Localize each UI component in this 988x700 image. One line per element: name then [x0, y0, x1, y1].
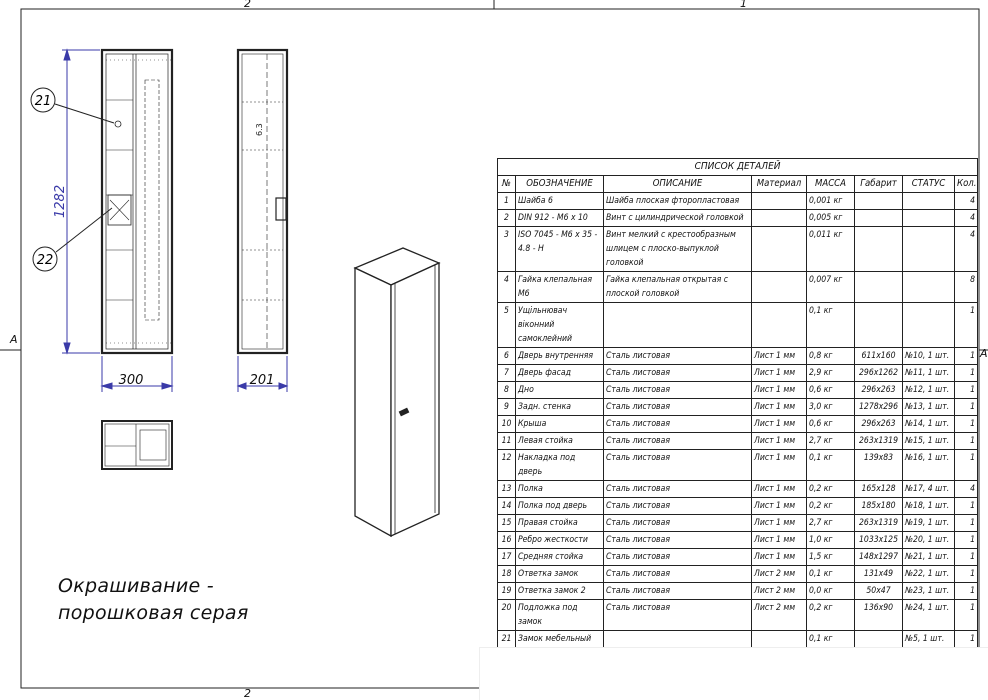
table-row [498, 365, 978, 382]
cell-material: Лист 1 мм [752, 549, 807, 566]
painting-note [58, 573, 249, 627]
cell-description [604, 631, 752, 648]
cell-number: 8 [498, 382, 516, 399]
cell-status: №15, 1 шт. [903, 433, 955, 450]
side-mark-label: 6.3 [255, 123, 264, 136]
cell-number: 11 [498, 433, 516, 450]
cell-material: Лист 2 мм [752, 583, 807, 600]
cell-size: 296x263 [855, 382, 903, 399]
cell-designation: Полка под дверь [516, 498, 604, 515]
cell-quantity: 1 [955, 631, 978, 648]
cell-quantity: 1 [955, 348, 978, 365]
header-mass: МАССА [807, 176, 855, 193]
cell-number: 3 [498, 227, 516, 272]
cell-mass: 0,1 кг [807, 303, 855, 348]
cell-mass: 3,0 кг [807, 399, 855, 416]
cell-status: №11, 1 шт. [903, 365, 955, 382]
cell-size: 296x263 [855, 416, 903, 433]
cell-designation: Дверь внутренняя [516, 348, 604, 365]
cell-designation: Дверь фасад [516, 365, 604, 382]
header-description: ОПИСАНИЕ [604, 176, 752, 193]
cell-size [855, 227, 903, 272]
cell-status: №16, 1 шт. [903, 450, 955, 481]
cell-number: 9 [498, 399, 516, 416]
blank-overlay [480, 648, 988, 700]
cell-description: Винт с цилиндрической головкой [604, 210, 752, 227]
table-row [498, 600, 978, 631]
cell-description: Сталь листовая [604, 532, 752, 549]
cell-status: №17, 4 шт. [903, 481, 955, 498]
cell-size: 263x1319 [855, 433, 903, 450]
cell-mass: 0,1 кг [807, 566, 855, 583]
cell-size: 296x1262 [855, 365, 903, 382]
cell-number: 1 [498, 193, 516, 210]
cell-quantity: 1 [955, 433, 978, 450]
zone-label-bottom: 2 [244, 687, 251, 700]
cell-status [903, 193, 955, 210]
cell-quantity: 1 [955, 498, 978, 515]
cell-designation: Средняя стойка [516, 549, 604, 566]
cell-description: Сталь листовая [604, 348, 752, 365]
cell-quantity: 4 [955, 193, 978, 210]
cell-description: Сталь листовая [604, 515, 752, 532]
cell-number: 10 [498, 416, 516, 433]
cell-mass: 0,8 кг [807, 348, 855, 365]
table-row [498, 303, 978, 348]
cell-quantity: 8 [955, 272, 978, 303]
header-number: № [498, 176, 516, 193]
cell-number: 18 [498, 566, 516, 583]
cell-description: Гайка клепальная открытая с плоской головкой [604, 272, 752, 303]
cell-quantity: 1 [955, 416, 978, 433]
cell-description: Сталь листовая [604, 583, 752, 600]
painting-note-line2: порошковая серая [58, 602, 249, 624]
cell-description: Винт мелкий с крестообразным шлицем с плоско-выпуклой головкой [604, 227, 752, 272]
cell-number: 15 [498, 515, 516, 532]
table-row [498, 416, 978, 433]
cell-status: №18, 1 шт. [903, 498, 955, 515]
cell-size [855, 272, 903, 303]
cell-quantity: 1 [955, 515, 978, 532]
table-row [498, 382, 978, 399]
cell-material: Лист 1 мм [752, 481, 807, 498]
cell-material: Лист 2 мм [752, 566, 807, 583]
cell-quantity: 1 [955, 549, 978, 566]
table-row [498, 583, 978, 600]
dim-depth-label: 201 [249, 373, 275, 388]
cell-quantity: 4 [955, 210, 978, 227]
cell-material: Лист 1 мм [752, 399, 807, 416]
cell-number: 4 [498, 272, 516, 303]
cell-mass: 0,1 кг [807, 450, 855, 481]
callout-21-label: 21 [34, 94, 52, 109]
cell-mass: 0,007 кг [807, 272, 855, 303]
cell-number: 6 [498, 348, 516, 365]
cell-status: №21, 1 шт. [903, 549, 955, 566]
cell-status: №22, 1 шт. [903, 566, 955, 583]
table-row [498, 481, 978, 498]
table-row [498, 631, 978, 648]
cell-mass: 0,001 кг [807, 193, 855, 210]
cell-mass: 0,2 кг [807, 481, 855, 498]
cell-status: №23, 1 шт. [903, 583, 955, 600]
header-designation: ОБОЗНАЧЕНИЕ [516, 176, 604, 193]
zone-label-left: A [10, 333, 18, 346]
cell-size: 136x90 [855, 600, 903, 631]
cell-quantity: 4 [955, 227, 978, 272]
table-row [498, 566, 978, 583]
cell-designation: Левая стойка [516, 433, 604, 450]
front-view [102, 50, 172, 353]
cell-mass: 0,1 кг [807, 631, 855, 648]
cell-quantity: 1 [955, 450, 978, 481]
parts-list-body [498, 193, 978, 693]
cell-size: 50x47 [855, 583, 903, 600]
cell-description: Сталь листовая [604, 566, 752, 583]
cell-designation: Накладка под дверь [516, 450, 604, 481]
cell-quantity: 1 [955, 399, 978, 416]
cell-designation: Гайка клепальная M6 [516, 272, 604, 303]
cell-status: №12, 1 шт. [903, 382, 955, 399]
cell-material: Лист 2 мм [752, 600, 807, 631]
parts-list-header-row [498, 176, 978, 193]
header-size: Габарит [855, 176, 903, 193]
cell-designation: Ответка замок 2 [516, 583, 604, 600]
cell-status: №13, 1 шт. [903, 399, 955, 416]
dim-width-label: 300 [118, 373, 144, 388]
cell-status [903, 303, 955, 348]
cell-mass: 2,9 кг [807, 365, 855, 382]
cell-mass: 2,7 кг [807, 515, 855, 532]
cell-mass: 1,0 кг [807, 532, 855, 549]
table-row [498, 193, 978, 210]
cell-description: Сталь листовая [604, 365, 752, 382]
top-view [102, 421, 172, 469]
cell-status: №20, 1 шт. [903, 532, 955, 549]
cell-status [903, 210, 955, 227]
cell-number: 14 [498, 498, 516, 515]
table-row [498, 532, 978, 549]
cell-number: 12 [498, 450, 516, 481]
cell-quantity: 1 [955, 532, 978, 549]
cell-material: Лист 1 мм [752, 416, 807, 433]
cell-size: 263x1319 [855, 515, 903, 532]
cell-material [752, 210, 807, 227]
cell-material [752, 227, 807, 272]
cell-status: №5, 1 шт. [903, 631, 955, 648]
table-row [498, 210, 978, 227]
cell-size [855, 193, 903, 210]
cell-number: 17 [498, 549, 516, 566]
cell-designation: ISO 7045 - M6 x 35 - 4.8 - H [516, 227, 604, 272]
cell-description: Сталь листовая [604, 433, 752, 450]
cell-size: 139x83 [855, 450, 903, 481]
cell-quantity: 1 [955, 600, 978, 631]
cell-designation: Ответка замок [516, 566, 604, 583]
header-status: СТАТУС [903, 176, 955, 193]
cell-number: 16 [498, 532, 516, 549]
cell-designation: Полка [516, 481, 604, 498]
cell-status: №10, 1 шт. [903, 348, 955, 365]
cell-size [855, 210, 903, 227]
isometric-view [355, 248, 439, 536]
cell-number: 7 [498, 365, 516, 382]
cell-number: 21 [498, 631, 516, 648]
cell-designation: Замок мебельный [516, 631, 604, 648]
table-row [498, 272, 978, 303]
cell-material: Лист 1 мм [752, 348, 807, 365]
table-row [498, 498, 978, 515]
header-quantity: Кол. [955, 176, 978, 193]
cell-quantity: 1 [955, 303, 978, 348]
cell-material: Лист 1 мм [752, 450, 807, 481]
table-row [498, 433, 978, 450]
cell-size: 148x1297 [855, 549, 903, 566]
dim-height-label: 1282 [53, 184, 68, 218]
cell-quantity: 1 [955, 382, 978, 399]
cell-quantity: 1 [955, 566, 978, 583]
cell-material: Лист 1 мм [752, 382, 807, 399]
cell-number: 19 [498, 583, 516, 600]
cell-status: №24, 1 шт. [903, 600, 955, 631]
cell-mass: 2,7 кг [807, 433, 855, 450]
cell-designation: DIN 912 - M6 x 10 [516, 210, 604, 227]
cell-number: 13 [498, 481, 516, 498]
cell-material: Лист 1 мм [752, 532, 807, 549]
cell-description: Сталь листовая [604, 481, 752, 498]
cell-material [752, 631, 807, 648]
cell-designation: Правая стойка [516, 515, 604, 532]
cell-description [604, 303, 752, 348]
cell-mass: 0,011 кг [807, 227, 855, 272]
cell-mass: 0,0 кг [807, 583, 855, 600]
table-row [498, 515, 978, 532]
cell-description: Сталь листовая [604, 549, 752, 566]
cell-description: Сталь листовая [604, 399, 752, 416]
table-row [498, 549, 978, 566]
cell-mass: 0,6 кг [807, 416, 855, 433]
parts-list-table [497, 158, 978, 693]
cell-description: Сталь листовая [604, 382, 752, 399]
cell-mass: 0,2 кг [807, 600, 855, 631]
zone-label-top-right: 1 [740, 0, 747, 10]
cell-material: Лист 1 мм [752, 365, 807, 382]
parts-list-title: СПИСОК ДЕТАЛЕЙ [498, 159, 978, 176]
cell-designation: Задн. стенка [516, 399, 604, 416]
cell-material [752, 272, 807, 303]
cell-size [855, 303, 903, 348]
zone-label-right: A [980, 347, 988, 360]
cell-size: 131x49 [855, 566, 903, 583]
cell-size: 611x160 [855, 348, 903, 365]
cell-description: Сталь листовая [604, 450, 752, 481]
cell-designation: Подложка под замок [516, 600, 604, 631]
cell-size: 165x128 [855, 481, 903, 498]
cell-material: Лист 1 мм [752, 498, 807, 515]
cell-quantity: 1 [955, 583, 978, 600]
cell-size [855, 631, 903, 648]
table-row [498, 227, 978, 272]
cell-material: Лист 1 мм [752, 515, 807, 532]
header-material: Материал [752, 176, 807, 193]
cell-description: Сталь листовая [604, 498, 752, 515]
cell-status [903, 272, 955, 303]
cell-quantity: 1 [955, 365, 978, 382]
cell-size: 1033x125 [855, 532, 903, 549]
cell-quantity: 4 [955, 481, 978, 498]
cell-mass: 0,005 кг [807, 210, 855, 227]
cell-size: 1278x296 [855, 399, 903, 416]
cell-material [752, 303, 807, 348]
cell-designation: Ущільнювач віконний самоклейний [516, 303, 604, 348]
cell-material [752, 193, 807, 210]
cell-designation: Дно [516, 382, 604, 399]
cell-designation: Крыша [516, 416, 604, 433]
cell-size: 185x180 [855, 498, 903, 515]
painting-note-line1: Окрашивание - [58, 575, 214, 597]
side-view [238, 50, 287, 353]
callout-22-label: 22 [36, 253, 54, 268]
zone-label-top-left: 2 [244, 0, 251, 10]
cell-designation: Ребро жесткости [516, 532, 604, 549]
cell-status [903, 227, 955, 272]
cell-description: Сталь листовая [604, 600, 752, 631]
cell-number: 20 [498, 600, 516, 631]
cell-mass: 1,5 кг [807, 549, 855, 566]
cell-number: 5 [498, 303, 516, 348]
cell-status: №19, 1 шт. [903, 515, 955, 532]
cell-mass: 0,6 кг [807, 382, 855, 399]
table-row [498, 399, 978, 416]
table-row [498, 348, 978, 365]
cell-mass: 0,2 кг [807, 498, 855, 515]
table-row [498, 450, 978, 481]
cell-description: Сталь листовая [604, 416, 752, 433]
cell-designation: Шайба 6 [516, 193, 604, 210]
cell-material: Лист 1 мм [752, 433, 807, 450]
cell-status: №14, 1 шт. [903, 416, 955, 433]
cell-number: 2 [498, 210, 516, 227]
cell-description: Шайба плоская фторопластовая [604, 193, 752, 210]
